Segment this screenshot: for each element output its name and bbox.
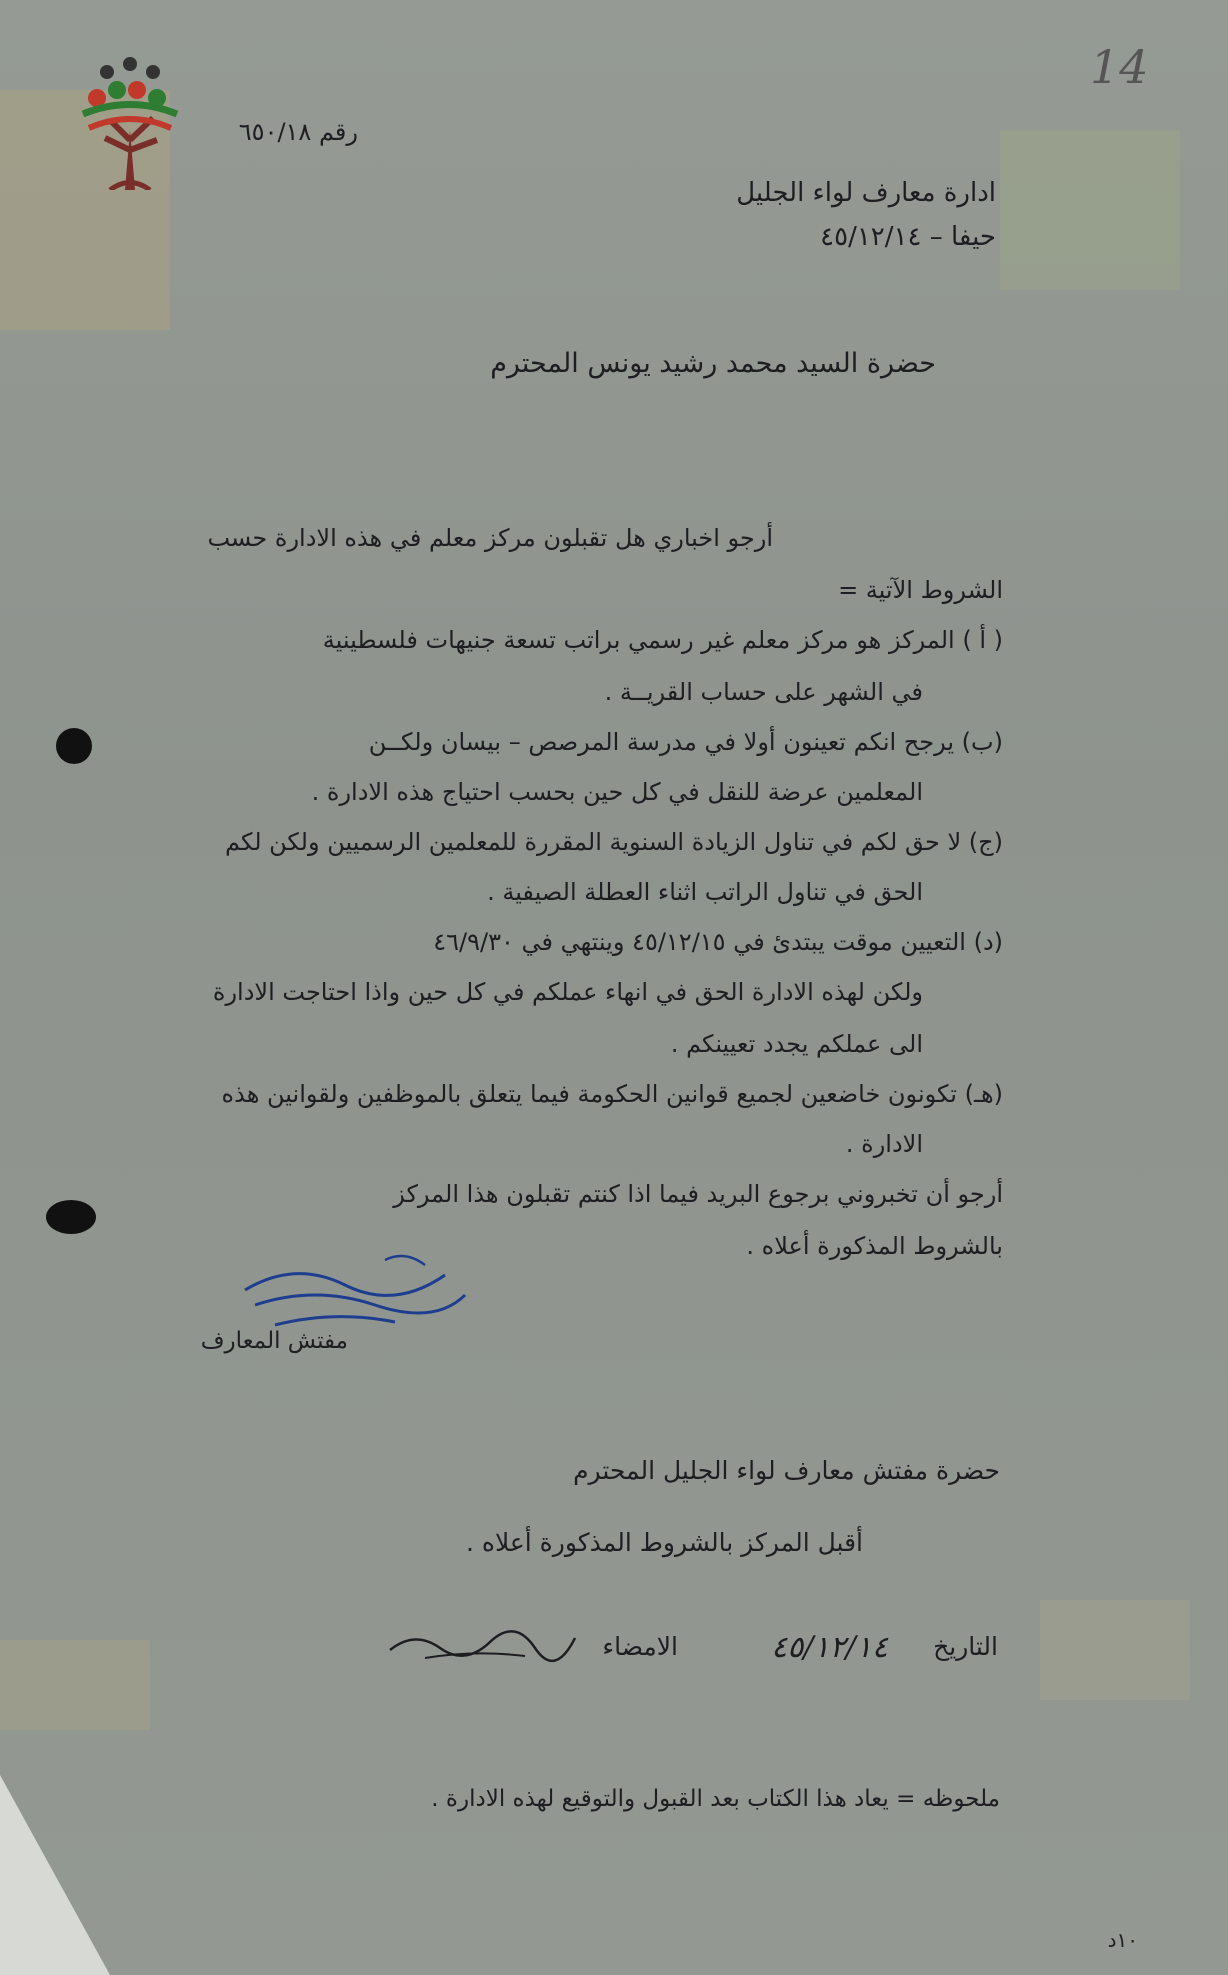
tree-logo-icon [75,50,185,190]
punch-hole [56,728,92,764]
intro-text: أرجو اخباري هل تقبلون مركز معلم في هذه الادارة حسب [207,524,773,552]
reply-signature-label: الامضاء [602,1632,678,1661]
inspector-signature [235,1250,475,1340]
punch-hole [46,1200,96,1234]
bottom-mark: ١٠د [1107,1928,1138,1952]
intro-continued: الشروط الآتية = [838,576,1003,604]
condition-c-line1: (ج) لا حق لكم في تناول الزيادة السنوية المقررة للمعلمين الرسميين ولكن لكم [224,828,1003,856]
condition-b-line2: المعلمين عرضة للنقل في كل حين بحسب احتياج هذه الادارة . [311,778,923,806]
page-number: 14 [1090,40,1149,94]
condition-e-line2: الادارة . [845,1130,923,1158]
closing-line1: أرجو أن تخبروني برجوع البريد فيما اذا كنتم تقبلون هذا المركز [393,1180,1003,1208]
reply-salutation: حضرة مفتش معارف لواء الجليل المحترم [573,1456,1000,1485]
paper-stain [0,1640,150,1730]
reply-body: أقبل المركز بالشروط المذكورة أعلاه . [465,1528,863,1557]
salutation: حضرة السيد محمد رشيد يونس المحترم [490,348,936,379]
condition-a-line2: في الشهر على حساب القريــة . [604,678,923,706]
condition-c-line2: الحق في تناول الراتب اثناء العطلة الصيفية . [487,878,923,906]
reply-date: ٤٥/١٢/١٤ [771,1630,888,1665]
condition-d-line3: الى عملكم يجدد تعيينكم . [670,1030,923,1058]
condition-a-line1: ( أ ) المركز هو مركز معلم غير رسمي براتب تسعة جنيهات فلسطينية [322,626,1003,654]
recipient-signature [385,1620,580,1670]
paper-stain [1040,1600,1190,1700]
reply-date-label: التاريخ [933,1632,998,1661]
condition-d-line1: (د) التعيين موقت يبتدئ في ٤٥/١٢/١٥ وينتهي في ٤٦/٩/٣٠ [433,928,1003,956]
paper-stain [1000,130,1180,290]
place-date: حيفا – ٤٥/١٢/١٤ [820,222,996,252]
folded-corner [0,1775,110,1975]
reference-number: رقم ٦٥٠/١٨ [238,118,358,146]
footnote: ملحوظه = يعاد هذا الكتاب بعد القبول والتوقيع لهذه الادارة . [431,1786,1000,1812]
closing-line2: بالشروط المذكورة أعلاه . [746,1232,1003,1260]
organization-line: ادارة معارف لواء الجليل [736,178,996,208]
condition-d-line2: ولكن لهذه الادارة الحق في انهاء عملكم في كل حين واذا احتاجت الادارة [212,978,923,1006]
signatory-title: مفتش المعارف [200,1328,348,1354]
condition-e-line1: (هـ) تكونون خاضعين لجميع قوانين الحكومة فيما يتعلق بالموظفين ولقوانين هذه [221,1080,1003,1108]
condition-b-line1: (ب) يرجح انكم تعينون أولا في مدرسة المرصص – بيسان ولكــن [368,728,1003,756]
